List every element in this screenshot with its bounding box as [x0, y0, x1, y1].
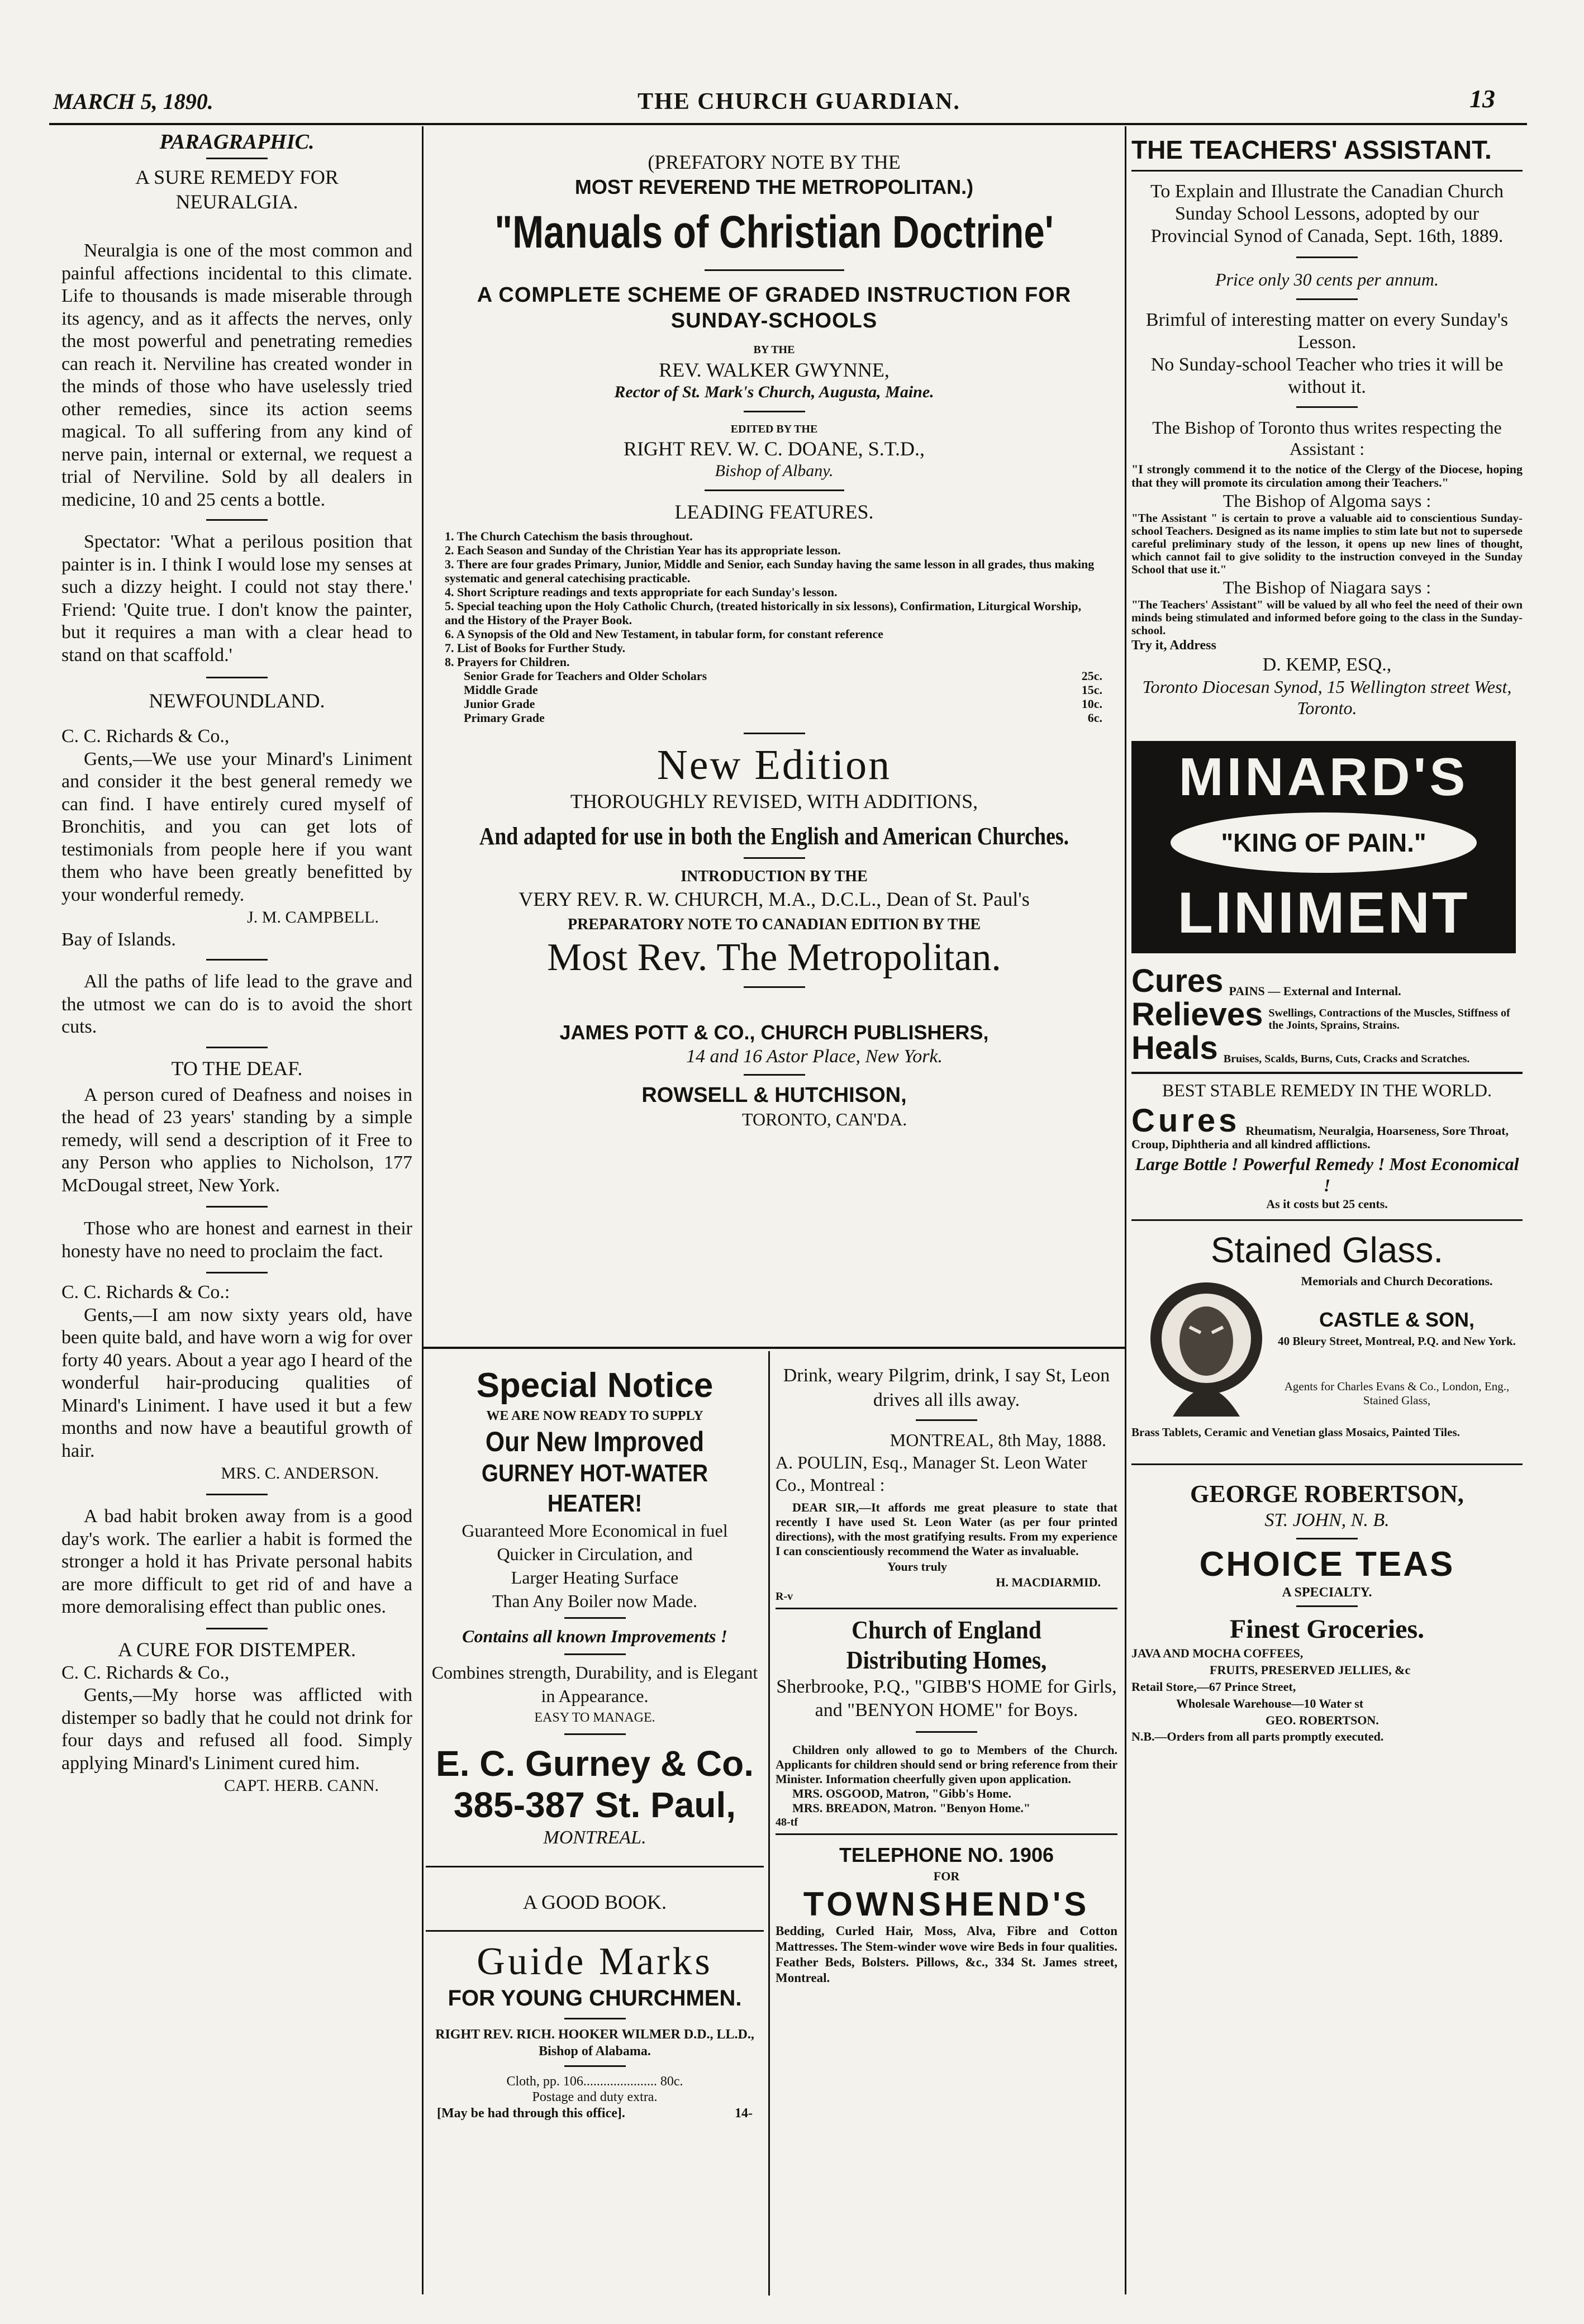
by-the: BY THE [753, 344, 795, 356]
rowsell-name: ROWSELL & HUTCHISON, [641, 1083, 907, 1107]
price-row [464, 697, 1102, 711]
heals-row [1131, 1032, 1523, 1065]
toronto-quote: "I strongly commend it to the notice of the Clergy of the Diocese, hoping that they will promote its circulation among their Teachers." [1131, 462, 1523, 489]
divider [916, 1731, 977, 1733]
divider [206, 959, 268, 961]
section-head: PARAGRAPHIC. [159, 130, 315, 154]
author-name: REV. WALKER GWYNNE, [659, 359, 889, 381]
new-edition: New Edition [657, 742, 892, 788]
revised-line: THOROUGHLY REVISED, WITH ADDITIONS, [570, 790, 978, 812]
letter-signature: H. MACDIARMID. [996, 1575, 1101, 1589]
feature-item: 7. List of Books for Further Study. [445, 641, 626, 655]
explain-text: To Explain and Illustrate the Canadian Church Sunday School Lessons, adopted by our Provincial Synod of Canada, Sept. 16th, 1889. [1150, 181, 1504, 246]
nb-line: N.B.—Orders from all parts promptly executed. [1131, 1729, 1384, 1743]
most-rev: Most Rev. The Metropolitan. [547, 936, 1001, 979]
adapted-line: And adapted for use in both the English and American Churches. [479, 823, 1069, 850]
relieves-word: Relieves [1131, 996, 1263, 1033]
price-row [464, 669, 1102, 683]
price-row [464, 683, 1102, 697]
pott-name: JAMES POTT & CO., CHURCH PUBLISHERS, [559, 1021, 989, 1044]
contains-line: Contains all known Improvements ! [462, 1626, 727, 1646]
divider [206, 158, 268, 159]
feature-item: 6. A Synopsis of the Old and New Testament, in tabular form, for constant reference [445, 627, 883, 641]
scheme-title: A COMPLETE SCHEME OF GRADED INSTRUCTION FOR SUNDAY-SCHOOLS [477, 283, 1072, 332]
nf-place: Bay of Islands. [61, 929, 176, 950]
larger-line: Larger Heating Surface [511, 1567, 679, 1588]
divider [744, 857, 805, 859]
honest-text: Those who are honest and earnest in their honesty have no need to proclaim the fact. [61, 1218, 412, 1262]
king-of-pain: "KING OF PAIN." [1221, 828, 1426, 857]
dean-line: VERY REV. R. W. CHURCH, M.A., D.C.L., Dean of St. Paul's [519, 888, 1030, 910]
specialty: A SPECIALTY. [1282, 1585, 1372, 1600]
george-robertson: GEORGE ROBERTSON, [1190, 1480, 1464, 1508]
retail-line: Retail Store,—67 Prince Street, [1131, 1680, 1296, 1694]
algoma-quote: "The Assistant " is certain to prove a valuable aid to conscientious Sunday-school Teachers. Designed as its name implies to stim late but not to supersede careful preliminary study of the lesson, it opens up new lines of thought, which cannot fail to give solidity to the instruction conveyed in the Sunday School that use it." [1131, 511, 1523, 576]
divider [744, 733, 805, 734]
divider [1296, 256, 1358, 258]
castle-name: CASTLE & SON, [1319, 1308, 1474, 1331]
ready-line: WE ARE NOW READY TO SUPPLY [486, 1409, 703, 1423]
divider [1296, 1538, 1358, 1539]
matron-code: 48-tf [776, 1816, 798, 1828]
matron-2: MRS. BREADON, Matron. "Benyon Home." [792, 1801, 1031, 1815]
manuals-ad [429, 150, 1119, 1130]
feature-item: 8. Prayers for Children. [445, 655, 570, 669]
niagara-line: The Bishop of Niagara says : [1223, 577, 1431, 597]
cures-word: Cures [1131, 963, 1224, 999]
combines-line: Combines strength, Durability, and is Elegant in Appearance. [431, 1662, 758, 1706]
pott-line [429, 996, 1119, 1045]
best-remedy: BEST STABLE REMEDY IN THE WORLD. [1162, 1080, 1492, 1100]
nf-addressee: C. C. Richards & Co., [61, 726, 230, 747]
deaf-body: A person cured of Deafness and noises in the head of 23 years' standing by a simple remedy, will send a description of it Free to any Person who applies to Nicholson, 177 McDougal street, New York. [61, 1084, 412, 1196]
divider [206, 1206, 268, 1208]
toronto-line: The Bishop of Toronto thus writes respecting the Assistant : [1152, 417, 1502, 459]
heals-text: Bruises, Scalds, Burns, Cuts, Cracks and Scratches. [1223, 1053, 1470, 1065]
divider [744, 986, 805, 988]
algoma-line: The Bishop of Algoma says : [1223, 491, 1431, 511]
divider [1296, 1605, 1358, 1607]
finest-groceries: Finest Groceries. [1229, 1614, 1425, 1644]
divider [1296, 298, 1358, 300]
office-code: 14- [735, 2106, 753, 2121]
townshend-title: TOWNSHEND'S [803, 1885, 1090, 1923]
feature-item: 3. There are four grades Primary, Junior, Middle and Senior, each Sunday having the same lesson in all grades, thus making systematic and general catechising practicable. [445, 557, 1095, 585]
price-label: Primary Grade [464, 711, 545, 725]
telephone-title: TELEPHONE NO. 1906 [839, 1843, 1054, 1866]
brass-line: Brass Tablets, Ceramic and Venetian glass Mosaics, Painted Tiles. [1131, 1425, 1460, 1439]
divider [564, 2018, 626, 2019]
editor-role: Bishop of Albany. [715, 462, 834, 480]
editor-name: RIGHT REV. W. C. DOANE, S.T.D., [623, 438, 925, 460]
gurney-city: MONTREAL. [543, 1827, 646, 1848]
matron-1: MRS. OSGOOD, Matron, "Gibb's Home. [792, 1786, 1011, 1800]
castle-address: 40 Bleury Street, Montreal, P.Q. and New York. [1278, 1334, 1516, 1348]
divider [206, 519, 268, 521]
prep-note: PREPARATORY NOTE TO CANADIAN EDITION BY THE [567, 916, 981, 933]
cc-signature: MRS. C. ANDERSON. [221, 1464, 379, 1482]
price-label: Middle Grade [464, 683, 538, 697]
divider [705, 269, 844, 271]
cures-text: PAINS — External and Internal. [1229, 984, 1401, 998]
column-1 [61, 130, 412, 1797]
divider [564, 1617, 626, 1619]
kemp-name: D. KEMP, ESQ., [1262, 654, 1392, 675]
newfoundland-title: NEWFOUNDLAND. [149, 690, 325, 712]
divider [206, 1047, 268, 1048]
cures-row [1131, 964, 1523, 998]
price-list [445, 669, 1102, 725]
niagara-quote: "The Teachers' Assistant" will be valued by all who feel the need of their own minds being stimulated and informed before going to the class in the Sunday-school. [1131, 598, 1523, 637]
header-date: MARCH 5, 1890. [53, 89, 213, 114]
gurney-company: E. C. Gurney & Co. [436, 1743, 754, 1784]
header-rule [49, 123, 1527, 125]
divider [426, 1930, 764, 1932]
office-line: [May be had through this office]. [437, 2106, 625, 2121]
yours-truly: Yours truly [887, 1560, 947, 1574]
guaranteed-line: Guaranteed More Economical in fuel [462, 1520, 728, 1541]
choice-teas: CHOICE TEAS [1199, 1545, 1455, 1584]
dateline: MONTREAL, 8th May, 1888. [889, 1430, 1106, 1450]
divider [1131, 1219, 1523, 1221]
price-label: Senior Grade for Teachers and Older Scholars [464, 669, 707, 683]
fruits-line: FRUITS, PRESERVED JELLIES, &c [1210, 1663, 1411, 1677]
price-value: 15c. [1081, 683, 1102, 697]
relieves-text: Swellings, Contractions of the Muscles, Stiffness of the Joints, Sprains, Strains. [1268, 1007, 1510, 1032]
relieves-row [1131, 998, 1523, 1032]
dist-signature: CAPT. HERB. CANN. [224, 1776, 379, 1795]
try-it: Try it, Address [1131, 638, 1216, 653]
column-rule-1 [422, 126, 424, 2294]
agents-line: Agents for Charles Evans & Co., London, Eng., Stained Glass, [1284, 1380, 1510, 1407]
than-line: Than Any Boiler now Made. [492, 1591, 698, 1611]
column-rule-mid [768, 1351, 770, 2296]
pott-address: 14 and 16 Astor Place, New York. [686, 1046, 943, 1067]
prefatory-line-1: (PREFATORY NOTE BY THE [648, 151, 901, 173]
column-rule-2 [1125, 126, 1126, 2294]
letter-code: R-v [776, 1590, 793, 1603]
feature-item: 5. Special teaching upon the Holy Catholic Church, (treated historically in six lessons), Confirmation, Liturgical Worship, and the History of the Prayer Book. [445, 599, 1082, 627]
costs-line: As it costs but 25 cents. [1266, 1197, 1388, 1211]
feature-item: 1. The Church Catechism the basis throughout. [445, 529, 693, 543]
divider [1131, 170, 1523, 172]
divider [206, 1494, 268, 1495]
section-rule-col2 [424, 1347, 1125, 1349]
minards-banner [1131, 741, 1516, 953]
deaf-title: TO THE DEAF. [171, 1057, 303, 1080]
author-role: Rector of St. Mark's Church, Augusta, Maine. [614, 383, 934, 401]
dist-body: Gents,—My horse was afflicted with distemper so badly that he could not drink for four days and refused all food. Simply applying Minard's Liniment cured him. [61, 1685, 412, 1774]
divider [744, 1074, 805, 1076]
brimful-text: Brimful of interesting matter on every Sunday's Lesson. [1145, 310, 1509, 353]
cc-body: Gents,—I am now sixty years old, have been quite bald, and have worn a wig for over forty 40 years. About a year ago I heard of the wonderful hair-producing qualities of Minard's Liniment. I have used it but a few months and now have a beautiful growth of hair. [61, 1304, 412, 1461]
drink-line: Drink, weary Pilgrim, drink, I say St, Leon drives all ills away. [783, 1365, 1110, 1410]
rowsell-address: TORONTO, CAN'DA. [742, 1109, 907, 1129]
teachers-title: THE TEACHERS' ASSISTANT. [1131, 135, 1492, 164]
quicker-line: Quicker in Circulation, and [497, 1544, 693, 1564]
divider [564, 2065, 626, 2067]
special-notice: Special Notice [476, 1366, 713, 1405]
for-line: FOR [933, 1869, 960, 1883]
divider [206, 1628, 268, 1629]
divider [1131, 1072, 1523, 1074]
kemp-address: Toronto Diocesan Synod, 15 Wellington street West, Toronto. [1142, 677, 1512, 718]
java-line: JAVA AND MOCHA COFFEES, [1131, 1646, 1304, 1660]
letter-addressee: A. POULIN, Esq., Manager St. Leon Water Co., Montreal : [776, 1452, 1087, 1495]
guide-marks: Guide Marks [477, 1940, 713, 1983]
paths-text: All the paths of life lead to the grave and the utmost we can do is to avoid the short cuts. [61, 971, 412, 1037]
improved-line: Our New Improved [485, 1426, 705, 1457]
large-bottle: Large Bottle ! Powerful Remedy ! Most Economical ! [1135, 1154, 1519, 1195]
gurney-ad [426, 1359, 764, 2122]
price-text: Price only 30 cents per annum. [1215, 269, 1439, 289]
prefatory-line-2: MOST REVEREND THE METROPOLITAN.) [574, 175, 974, 198]
leading-features: LEADING FEATURES. [674, 501, 874, 523]
neuralgia-body: Neuralgia is one of the most common and painful affections incidental to this climate. Life to thousands is made miserable through its agency, and as it affects the nerves, only the most powerful and penetrating remedies can reach it. Nerviline has created wonder in the minds of those who have uselessly tried other remedies, since its action seems magical. To all suffering from any kind of nerve pain, internal or external, we request a trial of Nerviline. Sold by all dealers in medicine, 10 and 25 cents a bottle. [61, 240, 412, 510]
geo-line: GEO. ROBERTSON. [1266, 1713, 1379, 1727]
gurney-heater: GURNEY HOT-WATER HEATER! [481, 1460, 708, 1517]
edited-by: EDITED BY THE [730, 423, 818, 435]
sherbrooke-line: Sherbrooke, P.Q., "GIBB'S HOME for Girls, and "BENYON HOME" for Boys. [776, 1676, 1117, 1721]
no-teacher-text: No Sunday-school Teacher who tries it will be without it. [1150, 354, 1504, 397]
good-book: A GOOD BOOK. [522, 1891, 667, 1913]
for-young: FOR YOUNG CHURCHMEN. [448, 1986, 742, 2011]
price-value: 25c. [1081, 669, 1102, 683]
liniment-title: LINIMENT [1177, 881, 1470, 945]
spectator-text: Spectator: 'What a perilous position that painter is in. I think I would lose my senses at such a dizzy height. I could not stay there.' Friend: 'Quite true. I don't know the painter, but it requires a man with a clear head to stand on that scaffold.' [61, 531, 412, 666]
cures2-word: Cures [1131, 1102, 1240, 1139]
distemper-title: A CURE FOR DISTEMPER. [117, 1638, 356, 1661]
children-note: Children only allowed to go to Members of the Church. Applicants for children should send or bring reference from their Minister. Information cheerfully given upon application. [776, 1743, 1117, 1786]
office-row [426, 2105, 764, 2122]
cures2-text: Rheumatism, Neuralgia, Hoarseness, Sore Throat, [1245, 1124, 1509, 1138]
bedding-text: Bedding, Curled Hair, Moss, Alva, Fibre and Cotton Mattresses. The Stem-winder wove wire Beds in four qualities. Feather Beds, Bolsters. Pillows, &c., 334 St. James street, Montreal. [776, 1924, 1117, 1985]
bishop-line: RIGHT REV. RICH. HOOKER WILMER D.D., LL.D., Bishop of Alabama. [435, 2027, 754, 2059]
intro-by: INTRODUCTION BY THE [681, 868, 868, 885]
divider [426, 1866, 764, 1867]
postage-line: Postage and duty extra. [532, 2090, 658, 2104]
header-title: THE CHURCH GUARDIAN. [638, 89, 960, 115]
stained-block [1131, 1273, 1523, 1458]
coe-title: Church of England Distributing Homes, [846, 1615, 1047, 1674]
heals-word: Heals [1131, 1030, 1218, 1066]
column-3 [1131, 134, 1523, 1745]
divider [776, 1833, 1117, 1835]
neuralgia-title: A SURE REMEDY FOR NEURALGIA. [135, 166, 339, 213]
divider [744, 411, 805, 412]
memorials: Memorials and Church Decorations. [1301, 1274, 1493, 1288]
easy-line: EASY TO MANAGE. [534, 1710, 655, 1725]
divider [1296, 406, 1358, 408]
price-label: Junior Grade [464, 697, 535, 711]
st-john: ST. JOHN, N. B. [1264, 1510, 1390, 1531]
divider [1131, 1463, 1523, 1465]
price-value: 6c. [1087, 711, 1102, 725]
divider [776, 1608, 1117, 1609]
minards-title: MINARD'S [1178, 747, 1469, 807]
cloth-line: Cloth, pp. 106...................... 80c. [506, 2074, 683, 2089]
feature-item: 2. Each Season and Sunday of the Christian Year has its appropriate lesson. [445, 543, 841, 557]
manuals-title: "Manuals of Christian Doctrine' [494, 207, 1054, 258]
divider [206, 1272, 268, 1273]
letter-body: DEAR SIR,—It affords me great pleasure to state that recently I have used St. Leon Water (as per four printed directions), with the most gratifying results. From my experience I can conscientiously recommend the Water as invaluable. [776, 1500, 1117, 1558]
divider [564, 1653, 626, 1655]
feature-item: 4. Short Scripture readings and texts appropriate for each Sunday's lesson. [445, 585, 838, 599]
features-list [445, 529, 1102, 725]
cc-addressee: C. C. Richards & Co.: [61, 1282, 230, 1303]
divider [564, 1733, 626, 1735]
divider [705, 489, 844, 491]
stleon-ad [776, 1363, 1117, 1986]
gurney-address: 385-387 St. Paul, [453, 1785, 736, 1825]
price-row [464, 711, 1102, 725]
divider [916, 1419, 977, 1421]
wholesale-line: Wholesale Warehouse—10 Water st [1176, 1696, 1364, 1710]
nf-signature: J. M. CAMPBELL. [247, 908, 379, 926]
croup-line: Croup, Diphtheria and all kindred afflictions. [1131, 1137, 1371, 1151]
price-value: 10c. [1081, 697, 1102, 711]
cures2-row [1131, 1104, 1523, 1138]
divider [206, 677, 268, 678]
portrait-illustration [1139, 1277, 1273, 1433]
stained-glass: Stained Glass. [1210, 1230, 1444, 1270]
nf-body: Gents,—We use your Minard's Liniment and consider it the best general remedy we can find. I have entirely cured myself of Bronchitis, and you can get lots of testimonials from people here if you want them who have been greatly benefitted by your wonderful remedy. [61, 748, 412, 905]
habit-text: A bad habit broken away from is a good day's work. The earlier a habit is formed the stronger a hold it has Private personal habits are more difficult to get rid of and have a more demoralising effect than public ones. [61, 1506, 412, 1617]
header-page-number: 13 [1469, 84, 1495, 113]
dist-addressee: C. C. Richards & Co., [61, 1662, 230, 1683]
